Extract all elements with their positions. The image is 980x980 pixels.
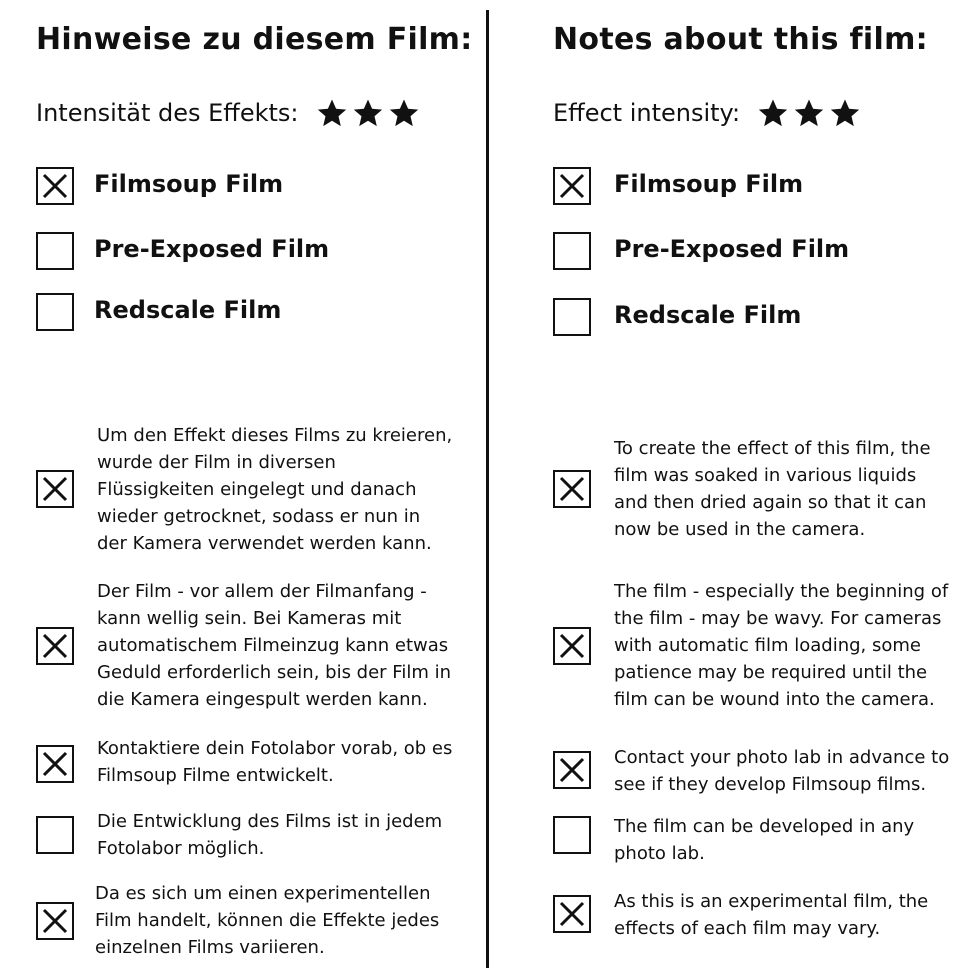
note-line: kann wellig sein. Bei Kameras mit bbox=[97, 608, 402, 629]
x-mark-icon bbox=[555, 472, 589, 506]
option-label-redscale-en: Redscale Film bbox=[614, 301, 802, 329]
checkbox-note-any-lab-de[interactable] bbox=[36, 816, 74, 854]
checkbox-note-any-lab-en[interactable] bbox=[553, 816, 591, 854]
note-line: die Kamera eingespult werden kann. bbox=[97, 689, 428, 710]
german-notes-column bbox=[0, 0, 488, 980]
note-line: einzelnen Films variieren. bbox=[95, 937, 325, 958]
page-title-en: Notes about this film: bbox=[553, 22, 928, 57]
note-line: and then dried again so that it can bbox=[614, 492, 927, 513]
note-line: automatischem Filmeinzug kann etwas bbox=[97, 635, 449, 656]
checkbox-redscale-en[interactable] bbox=[553, 298, 591, 336]
note-wavy-en bbox=[614, 578, 948, 713]
x-mark-icon bbox=[555, 753, 589, 787]
x-mark-icon bbox=[555, 169, 589, 203]
checkbox-note-wavy-de[interactable] bbox=[36, 627, 74, 665]
note-line: The film - especially the beginning of bbox=[614, 581, 949, 602]
note-line: patience may be required until the bbox=[614, 662, 928, 683]
x-mark-icon bbox=[38, 629, 72, 663]
note-line: with automatic film loading, some bbox=[614, 635, 922, 656]
option-label-preexposed-en: Pre-Exposed Film bbox=[614, 235, 850, 263]
intensity-label-en: Effect intensity: bbox=[553, 99, 741, 127]
note-any-lab-en bbox=[614, 813, 914, 867]
note-contact-lab-en bbox=[614, 744, 949, 798]
star-icon bbox=[315, 96, 349, 130]
note-line: der Kamera verwendet werden kann. bbox=[97, 533, 432, 554]
note-line: film was soaked in various liquids bbox=[614, 465, 917, 486]
option-label-filmsoup-de: Filmsoup Film bbox=[94, 170, 284, 198]
note-line: effects of each film may vary. bbox=[614, 918, 881, 939]
star-icon bbox=[351, 96, 385, 130]
note-line: Da es sich um einen experimentellen bbox=[95, 883, 431, 904]
note-line: Die Entwicklung des Films ist in jedem bbox=[97, 811, 443, 832]
note-line: The film can be developed in any bbox=[614, 816, 915, 837]
note-experimental-de bbox=[95, 880, 439, 961]
option-label-preexposed-de: Pre-Exposed Film bbox=[94, 235, 330, 263]
note-line: As this is an experimental film, the bbox=[614, 891, 929, 912]
note-line: wurde der Film in diversen bbox=[97, 452, 336, 473]
note-line: Kontaktiere dein Fotolabor vorab, ob es bbox=[97, 738, 453, 759]
checkbox-filmsoup-en[interactable] bbox=[553, 167, 591, 205]
note-wavy-de bbox=[97, 578, 451, 713]
x-mark-icon bbox=[38, 747, 72, 781]
x-mark-icon bbox=[38, 472, 72, 506]
option-label-filmsoup-en: Filmsoup Film bbox=[614, 170, 804, 198]
note-line: Film handelt, können die Effekte jedes bbox=[95, 910, 440, 931]
note-soaked-en bbox=[614, 435, 931, 543]
checkbox-note-wavy-en[interactable] bbox=[553, 627, 591, 665]
note-line: film can be wound into the camera. bbox=[614, 689, 935, 710]
x-mark-icon bbox=[38, 169, 72, 203]
note-line: see if they develop Filmsoup films. bbox=[614, 774, 927, 795]
checkbox-preexposed-de[interactable] bbox=[36, 232, 74, 270]
note-line: Contact your photo lab in advance to bbox=[614, 747, 950, 768]
note-line: Um den Effekt dieses Films zu kreieren, bbox=[97, 425, 453, 446]
note-soaked-de bbox=[97, 422, 452, 557]
note-line: To create the effect of this film, the bbox=[614, 438, 931, 459]
note-line: the film - may be wavy. For cameras bbox=[614, 608, 942, 629]
checkbox-note-soaked-de[interactable] bbox=[36, 470, 74, 508]
star-icon bbox=[387, 96, 421, 130]
x-mark-icon bbox=[555, 897, 589, 931]
checkbox-note-contact-lab-de[interactable] bbox=[36, 745, 74, 783]
checkbox-note-experimental-en[interactable] bbox=[553, 895, 591, 933]
x-mark-icon bbox=[38, 904, 72, 938]
note-any-lab-de bbox=[97, 808, 442, 862]
note-line: Geduld erforderlich sein, bis der Film in bbox=[97, 662, 452, 683]
intensity-stars-de bbox=[315, 96, 421, 130]
intensity-row-de bbox=[36, 96, 421, 130]
star-icon bbox=[828, 96, 862, 130]
option-label-redscale-de: Redscale Film bbox=[94, 296, 282, 324]
star-icon bbox=[792, 96, 826, 130]
english-notes-column bbox=[492, 0, 980, 980]
note-line: Fotolabor möglich. bbox=[97, 838, 265, 859]
note-line: Flüssigkeiten eingelegt und danach bbox=[97, 479, 417, 500]
checkbox-note-soaked-en[interactable] bbox=[553, 470, 591, 508]
note-experimental-en bbox=[614, 888, 928, 942]
checkbox-preexposed-en[interactable] bbox=[553, 232, 591, 270]
checkbox-note-contact-lab-en[interactable] bbox=[553, 751, 591, 789]
note-line: photo lab. bbox=[614, 843, 705, 864]
x-mark-icon bbox=[555, 629, 589, 663]
note-line: Filmsoup Filme entwickelt. bbox=[97, 765, 334, 786]
checkbox-note-experimental-de[interactable] bbox=[36, 902, 74, 940]
note-line: wieder getrocknet, sodass er nun in bbox=[97, 506, 421, 527]
intensity-row-en bbox=[553, 96, 862, 130]
page-title-de: Hinweise zu diesem Film: bbox=[36, 22, 473, 57]
intensity-stars-en bbox=[756, 96, 862, 130]
note-contact-lab-de bbox=[97, 735, 452, 789]
note-line: now be used in the camera. bbox=[614, 519, 866, 540]
checkbox-filmsoup-de[interactable] bbox=[36, 167, 74, 205]
star-icon bbox=[756, 96, 790, 130]
intensity-label-de: Intensität des Effekts: bbox=[36, 99, 299, 127]
note-line: Der Film - vor allem der Filmanfang - bbox=[97, 581, 427, 602]
checkbox-redscale-de[interactable] bbox=[36, 293, 74, 331]
